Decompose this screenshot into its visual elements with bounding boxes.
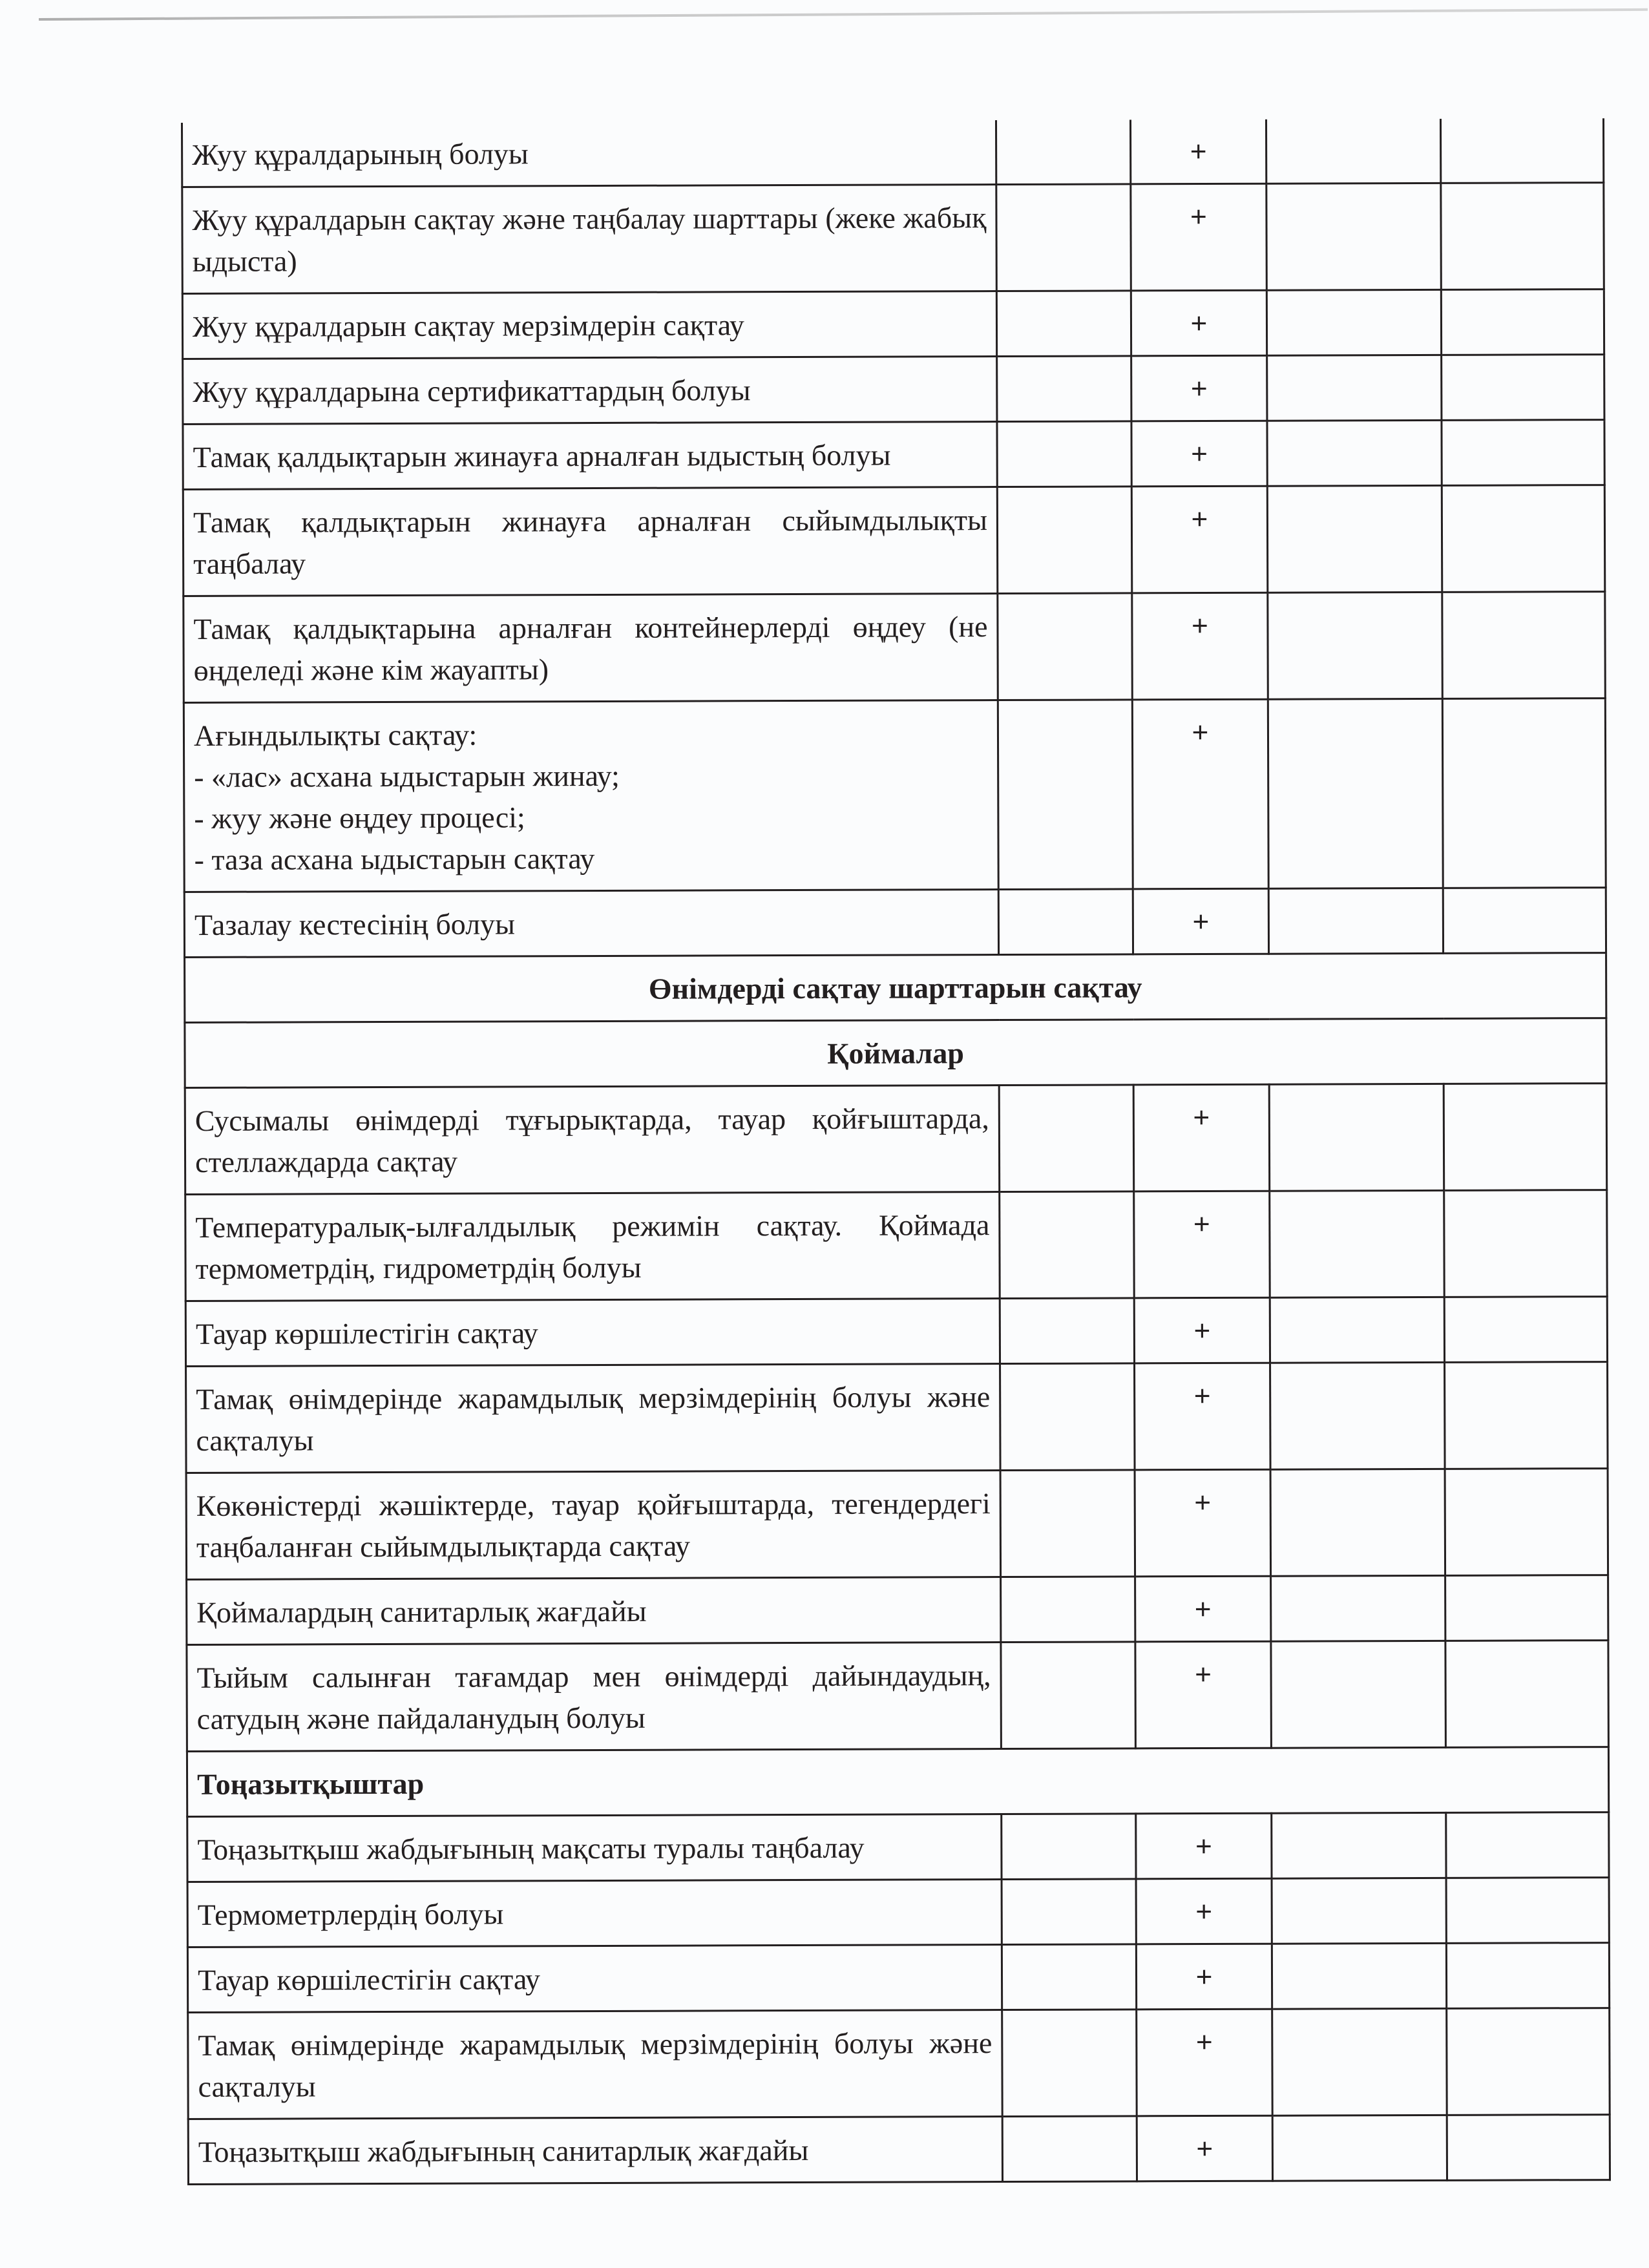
table-row [187, 1943, 1609, 2013]
criterion-cell [186, 1364, 1001, 1473]
table-row [182, 183, 1604, 294]
table-row [184, 698, 1606, 892]
criterion-cell [187, 1814, 1002, 1882]
criterion-cell [188, 2010, 1003, 2119]
column-1-cell [998, 700, 1133, 890]
criterion-cell [182, 120, 996, 187]
plus-mark: + [1192, 610, 1208, 642]
column-2-cell [1133, 888, 1268, 954]
subsection-title [187, 1747, 1608, 1817]
plus-mark: + [1195, 1895, 1213, 1928]
criterion-cell [188, 2117, 1002, 2185]
column-2-cell [1132, 699, 1268, 889]
text-line: Тамақ өнімдерінде жарамдылық мерзімдерінің болуы және сақталуы [196, 1380, 991, 1457]
table-row [187, 1575, 1608, 1645]
table-row [188, 2008, 1610, 2119]
text-line: Тамақ қалдықтарына арналған контейнерлерді өңдеу (не өңделеді және кім жауапты) [193, 610, 988, 687]
plus-mark: + [1192, 717, 1209, 749]
text-line: Жуу құралдарын сақтау және таңбалау шарттары (жеке жабық ыдыста) [192, 201, 987, 278]
plus-mark: + [1190, 201, 1207, 233]
text-line: Температуралық-ылғалдылық режимін сақтау. Қоймада термометрдің, гидрометрдің болуы [195, 1208, 990, 1285]
table-row [185, 1190, 1608, 1301]
text-line: Көкөністерді жәшіктерде, тауар қойғыштарда, тегендердегі таңбаланған сыйымдылықтарда сақтау [196, 1487, 991, 1564]
text-line: Сусымалы өнімдерді тұғырықтарда, тауар қойғыштарда, стеллаждарда сақтау [194, 1102, 989, 1179]
column-2-cell [1137, 2116, 1272, 2181]
column-1-cell [1002, 2116, 1137, 2182]
table-row [186, 1469, 1608, 1580]
column-1-cell [996, 120, 1130, 184]
column-1-cell [1002, 1814, 1136, 1880]
column-2-cell [1131, 290, 1266, 356]
column-2-cell [1135, 1576, 1271, 1642]
column-2-cell [1131, 184, 1267, 291]
plus-mark: + [1194, 1487, 1212, 1519]
table-row [184, 888, 1606, 958]
criterion-cell [187, 1945, 1002, 2013]
plus-mark: + [1193, 1102, 1210, 1134]
plus-mark: + [1190, 373, 1208, 405]
column-3-cell [1267, 485, 1442, 593]
column-4-cell [1443, 888, 1606, 954]
column-3-cell [1270, 1469, 1445, 1576]
plus-mark: + [1195, 2026, 1213, 2059]
text-line: Тауар көршілестігін сақтау [197, 1962, 541, 1997]
criterion-cell [187, 1577, 1001, 1645]
column-4-cell [1442, 420, 1604, 486]
column-2-cell [1137, 2009, 1273, 2116]
column-3-cell [1270, 1297, 1444, 1363]
criterion-cell [184, 890, 998, 958]
criterion-cell [185, 1192, 1000, 1301]
text-line: - жуу және өңдеу процесі; [194, 801, 525, 835]
column-4-cell [1444, 1190, 1608, 1297]
criterion-cell [182, 291, 996, 359]
column-2-cell [1130, 120, 1266, 184]
text-line: Тыйым салынған тағамдар мен өнімдерді дайындаудың, сатудың және пайдаланудың болуы [196, 1659, 991, 1736]
text-line: Жуу құралдарына сертификаттардың болуы [193, 373, 751, 408]
column-4-cell [1445, 1575, 1608, 1641]
column-3-cell [1266, 289, 1441, 355]
column-3-cell [1266, 119, 1440, 184]
column-1-cell [1002, 1879, 1136, 1945]
column-4-cell [1440, 118, 1603, 183]
criterion-cell [183, 357, 997, 425]
plus-mark: + [1190, 308, 1208, 340]
plus-mark: + [1193, 1208, 1210, 1241]
text-line: Қоймалар [827, 1036, 964, 1070]
column-4-cell [1446, 1812, 1609, 1878]
criterion-cell [186, 1471, 1001, 1580]
subsection-header-row [187, 1747, 1608, 1817]
column-3-cell [1272, 2115, 1447, 2181]
column-2-cell [1132, 593, 1268, 700]
text-line: - таза асхана ыдыстарын сақтау [194, 841, 595, 876]
column-2-cell [1131, 421, 1267, 487]
section-title [185, 1018, 1606, 1088]
plus-mark: + [1195, 1960, 1213, 1993]
column-4-cell [1444, 1297, 1607, 1363]
text-line: Тоңазытқыш жабдығының санитарлық жағдайы [198, 2133, 809, 2168]
table-row [187, 1878, 1609, 1948]
column-2-cell [1133, 1084, 1270, 1192]
column-1-cell [997, 356, 1131, 422]
column-4-cell [1441, 289, 1604, 355]
column-2-cell [1135, 1363, 1271, 1470]
scan-edge-shadow [39, 8, 1648, 21]
column-1-cell [1002, 1944, 1136, 2010]
section-title [185, 953, 1606, 1023]
text-line: Тауар көршілестігін сақтау [195, 1316, 538, 1350]
column-3-cell [1267, 420, 1442, 486]
criterion-cell [187, 1880, 1002, 1948]
column-1-cell [1000, 1298, 1134, 1364]
column-1-cell [997, 487, 1132, 594]
text-line: Термометрлердің болуы [197, 1897, 504, 1931]
table-row [182, 289, 1604, 359]
column-3-cell [1268, 698, 1443, 888]
column-1-cell [1000, 1192, 1135, 1299]
column-1-cell [998, 889, 1133, 955]
column-1-cell [1002, 2010, 1137, 2117]
text-line: Өнімдерді сақтау шарттарын сақтау [648, 971, 1142, 1005]
table-row [187, 1641, 1609, 1752]
column-2-cell [1134, 1191, 1270, 1298]
text-line: Тазалау кестесінің болуы [194, 907, 516, 941]
text-line: Жуу құралдарын сақтау мерзімдерін сақтау [192, 308, 744, 343]
plus-mark: + [1191, 438, 1208, 470]
plus-mark: + [1193, 1380, 1211, 1412]
checklist-page [181, 118, 1609, 2185]
text-line: Тамақ қалдықтарын жинауға арналған ыдыстың болуы [193, 438, 891, 474]
column-2-cell [1135, 1469, 1271, 1577]
column-3-cell [1268, 592, 1443, 699]
column-4-cell [1446, 1878, 1609, 1944]
column-2-cell [1135, 1641, 1272, 1748]
column-1-cell [999, 1085, 1134, 1192]
column-1-cell [1000, 1363, 1135, 1471]
column-2-cell [1136, 1878, 1272, 1944]
table-row [183, 420, 1604, 490]
criterion-cell [187, 1643, 1002, 1752]
column-3-cell [1271, 1575, 1445, 1641]
column-4-cell [1445, 1469, 1608, 1576]
column-3-cell [1268, 888, 1443, 954]
text-line: Тамақ қалдықтарын жинауға арналған сыйымдылықты таңбалау [193, 503, 988, 580]
plus-mark: + [1195, 1831, 1212, 1863]
table-row [183, 485, 1605, 596]
criterion-cell [183, 487, 998, 596]
column-3-cell [1269, 1084, 1444, 1191]
criterion-cell [184, 594, 998, 703]
column-3-cell [1266, 183, 1442, 290]
column-2-cell [1136, 1813, 1272, 1879]
table-row [187, 1812, 1609, 1882]
column-4-cell [1441, 183, 1604, 290]
text-line: Жуу құралдарының болуы [192, 137, 529, 171]
column-4-cell [1445, 1641, 1609, 1748]
criterion-cell [182, 185, 997, 294]
column-4-cell [1447, 2008, 1610, 2116]
section-header-row [185, 953, 1606, 1023]
text-line: Тоңазытқыштар [196, 1767, 425, 1801]
column-4-cell [1444, 1084, 1607, 1191]
checklist-table [181, 118, 1611, 2185]
column-4-cell [1442, 698, 1606, 888]
text-line: Тоңазытқыш жабдығының мақсаты туралы таңбалау [197, 1831, 865, 1866]
plus-mark: + [1195, 1659, 1212, 1691]
column-4-cell [1442, 355, 1604, 421]
column-2-cell [1134, 1297, 1270, 1363]
table-row [185, 1084, 1607, 1195]
column-3-cell [1272, 1878, 1446, 1944]
table-row [182, 118, 1604, 187]
table-row [184, 592, 1606, 703]
column-4-cell [1442, 485, 1605, 593]
plus-mark: + [1190, 136, 1207, 168]
plus-mark: + [1192, 906, 1210, 938]
criterion-cell [183, 422, 997, 490]
table-row [188, 2115, 1610, 2185]
table-row [183, 355, 1604, 425]
column-4-cell [1446, 1943, 1609, 2009]
column-3-cell [1270, 1190, 1445, 1297]
column-3-cell [1271, 1641, 1446, 1748]
column-1-cell [997, 421, 1131, 487]
criterion-cell [184, 700, 998, 892]
section-header-row [185, 1018, 1606, 1088]
text-line: Ағындылықты сақтау: [193, 718, 478, 752]
column-2-cell [1131, 355, 1267, 421]
plus-mark: + [1194, 1593, 1212, 1626]
column-1-cell [998, 593, 1133, 700]
column-1-cell [1000, 1470, 1135, 1577]
column-3-cell [1270, 1362, 1445, 1469]
plus-mark: + [1193, 1315, 1211, 1347]
column-2-cell [1131, 486, 1268, 593]
column-1-cell [996, 184, 1131, 291]
criterion-cell [185, 1299, 1000, 1367]
text-line: Тамақ өнімдерінде жарамдылық мерзімдерінің болуы және сақталуы [198, 2026, 993, 2103]
text-line: - «лас» асхана ыдыстарын жинау; [194, 759, 620, 793]
table-row [185, 1297, 1607, 1367]
column-4-cell [1447, 2115, 1610, 2181]
column-3-cell [1267, 355, 1442, 421]
column-3-cell [1272, 1943, 1446, 2009]
column-4-cell [1442, 592, 1606, 699]
plus-mark: + [1196, 2132, 1213, 2165]
column-4-cell [1445, 1362, 1608, 1469]
plus-mark: + [1191, 503, 1208, 536]
column-1-cell [996, 291, 1131, 357]
table-row [186, 1362, 1608, 1473]
column-3-cell [1272, 1812, 1446, 1878]
criterion-cell [185, 1086, 1000, 1195]
column-2-cell [1136, 1944, 1272, 2010]
text-line: Қоймалардың санитарлық жағдайы [196, 1594, 647, 1629]
column-1-cell [1001, 1642, 1136, 1749]
column-3-cell [1272, 2008, 1447, 2116]
column-1-cell [1001, 1577, 1135, 1643]
